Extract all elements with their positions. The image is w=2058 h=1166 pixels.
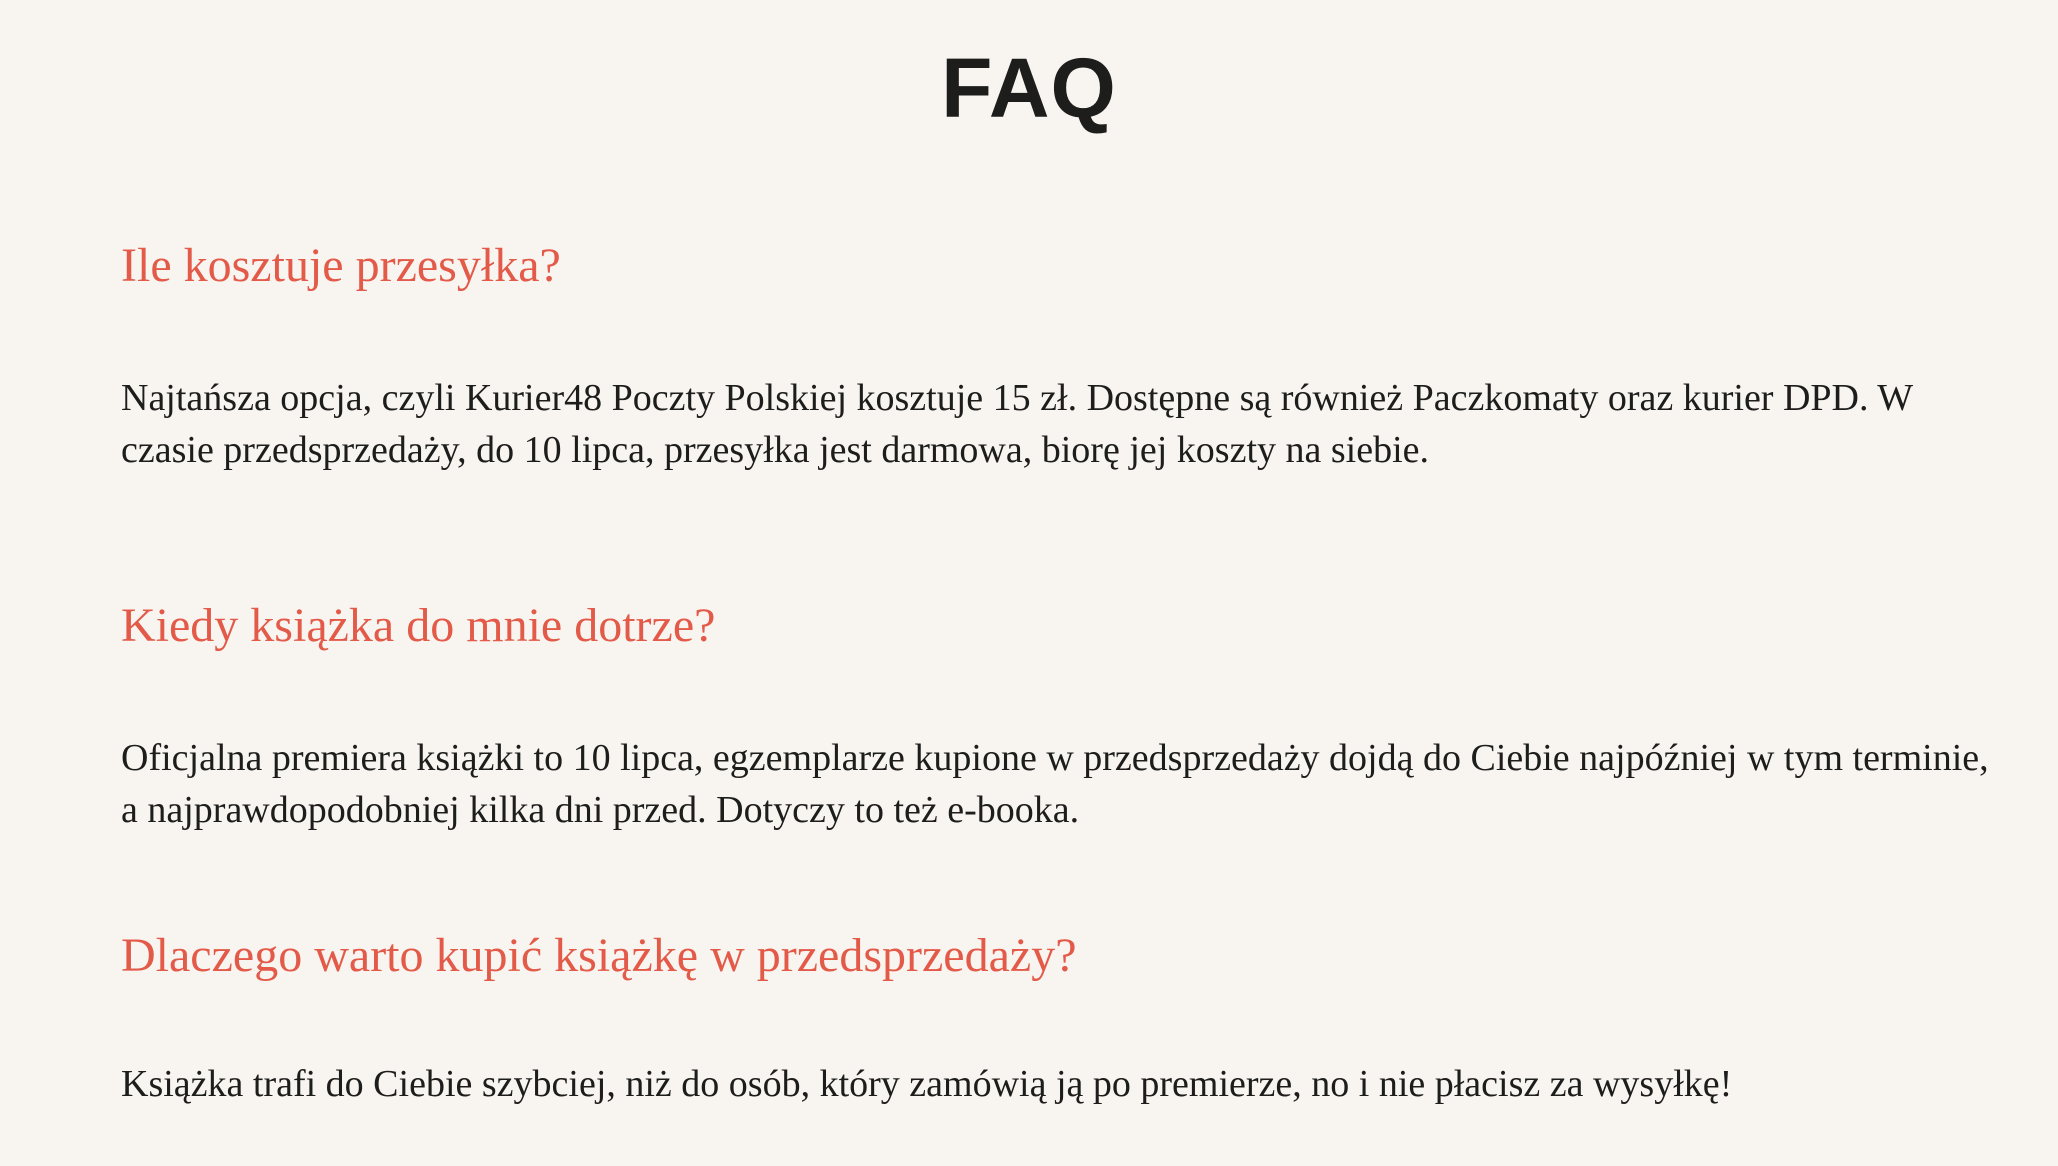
page-title: FAQ xyxy=(941,41,1117,135)
faq-item-presale-benefits xyxy=(121,922,2001,1110)
faq-item-shipping-cost xyxy=(121,232,2001,476)
faq-item-delivery-time xyxy=(121,592,2001,836)
faq-answer: Najtańsza opcja, czyli Kurier48 Poczty Polskiej kosztuje 15 zł. Dostępne są również Paczkomaty oraz kurier DPD. W czasie przedsprzedaży, do 10 lipca, przesyłka jest darmowa, biorę jej koszty na siebie. xyxy=(121,377,1913,471)
faq-answer: Książka trafi do Ciebie szybciej, niż do osób, który zamówią ją po premierze, no i nie płacisz za wysyłkę! xyxy=(121,1063,1733,1105)
faq-question: Dlaczego warto kupić książkę w przedsprzedaży? xyxy=(121,929,1077,982)
faq-question: Ile kosztuje przesyłka? xyxy=(121,239,561,292)
faq-question: Kiedy książka do mnie dotrze? xyxy=(121,599,716,652)
faq-answer: Oficjalna premiera książki to 10 lipca, egzemplarze kupione w przedsprzedaży dojdą do Ciebie najpóźniej w tym terminie, a najprawdopodobniej kilka dni przed. Dotyczy to też e-booka. xyxy=(121,737,1989,831)
